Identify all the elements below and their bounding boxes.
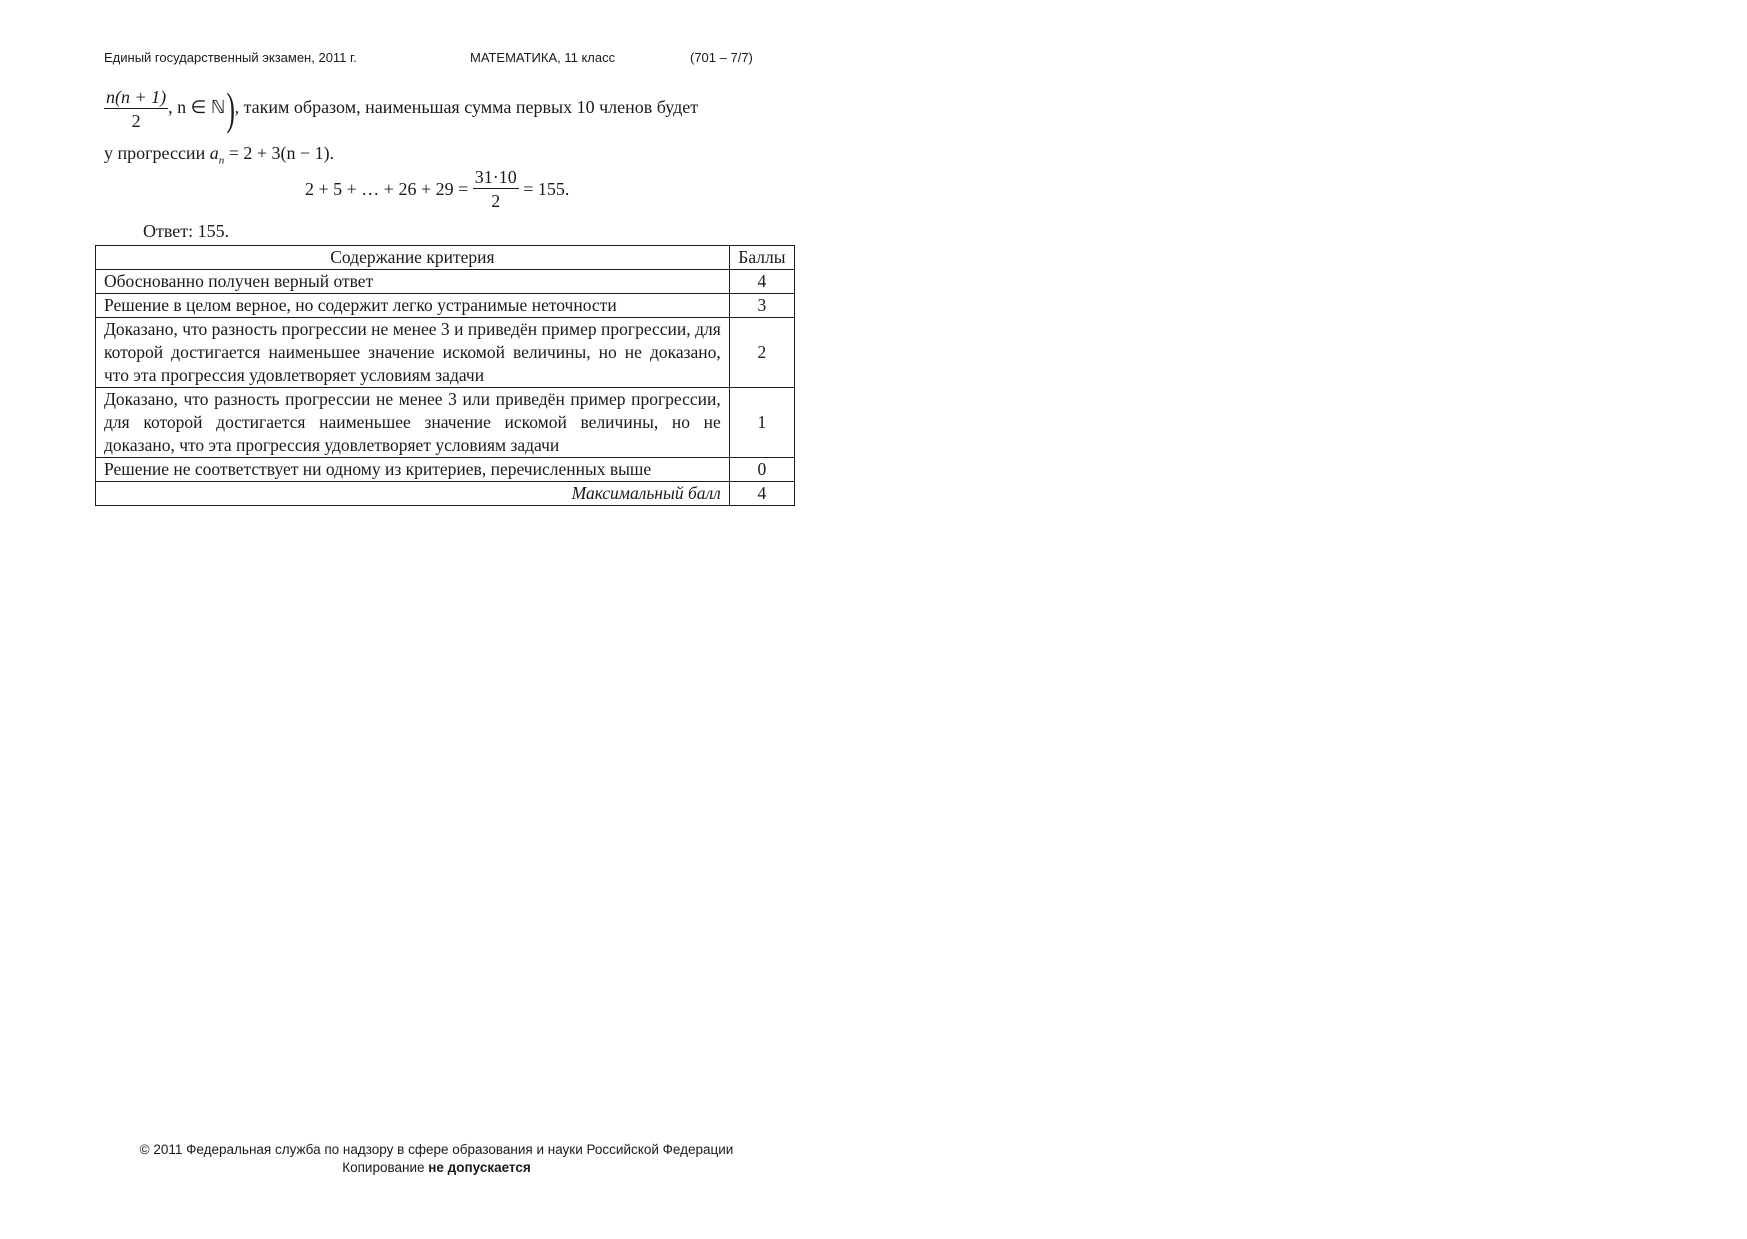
criterion-score: 1 xyxy=(729,388,794,458)
footer-copy-prefix: Копирование xyxy=(342,1160,429,1175)
footer-copyright: © 2011 Федеральная служба по надзору в сфере образования и науки Российской Федерации xyxy=(139,1142,734,1157)
sum-formula xyxy=(305,168,569,210)
answer: Ответ: 155. xyxy=(143,221,230,241)
table-row xyxy=(96,458,795,482)
criterion-text: Доказано, что разность прогрессии не менее 3 или приведён пример прогрессии, для которой достигается наименьшее значение искомой величины, но не доказано, что эта прогрессия удовлетворяет условиям задачи xyxy=(96,388,730,458)
page-footer xyxy=(0,1141,873,1177)
criterion-text: Решение не соответствует ни одному из критериев, перечисленных выше xyxy=(96,458,730,482)
solution-line-2 xyxy=(104,144,334,167)
sum-fraction xyxy=(473,168,519,210)
max-score-row xyxy=(96,482,795,506)
criterion-score: 3 xyxy=(729,294,794,318)
criteria-header-row xyxy=(96,246,795,270)
criteria-table xyxy=(95,245,795,506)
running-header xyxy=(0,0,1,1)
max-score-value: 4 xyxy=(729,482,794,506)
sum-fraction-numerator: 31·10 xyxy=(474,167,517,187)
max-score-label: Максимальный балл xyxy=(96,482,730,506)
solution-line-1 xyxy=(104,83,699,134)
header-variant: (701 – 7/7) xyxy=(690,50,753,65)
footer-copy-bold: не допускается xyxy=(428,1160,531,1175)
table-row xyxy=(96,318,795,388)
natural-condition: , n ∈ ℕ xyxy=(168,97,226,118)
table-row xyxy=(96,270,795,294)
solution-line-2-prefix: у прогрессии xyxy=(104,143,210,163)
fraction-numerator: n(n + 1) xyxy=(106,87,167,107)
fraction-n-n-plus-1-over-2 xyxy=(104,88,168,130)
criterion-score: 4 xyxy=(729,270,794,294)
sum-lhs: 2 + 5 + … + 26 + 29 = xyxy=(305,179,469,199)
criterion-text: Доказано, что разность прогрессии не менее 3 и приведён пример прогрессии, для которой достигается наименьшее значение искомой величины, но не доказано, что эта прогрессия удовлетворяет условиям задачи xyxy=(96,318,730,388)
solution-line-1-text: , таким образом, наименьшая сумма первых 10 членов будет xyxy=(234,97,699,118)
criterion-score: 2 xyxy=(729,318,794,388)
table-row xyxy=(96,388,795,458)
progression-term-a: $a_n$ xyxy=(209,143,225,167)
progression-formula: = 2 + 3(n − 1). xyxy=(228,143,335,163)
footer-copy-notice xyxy=(0,1159,873,1177)
criteria-column-header: Содержание критерия xyxy=(96,246,730,270)
header-subject: МАТЕМАТИКА, 11 класс xyxy=(470,50,616,65)
sum-fraction-denominator: 2 xyxy=(491,191,501,211)
fraction-denominator: 2 xyxy=(131,111,141,131)
sum-rhs: = 155. xyxy=(523,179,570,199)
criterion-score: 0 xyxy=(729,458,794,482)
table-row xyxy=(96,294,795,318)
score-column-header: Баллы xyxy=(729,246,794,270)
right-paren-icon: ) xyxy=(226,83,236,134)
criterion-text: Обоснованно получен верный ответ xyxy=(96,270,730,294)
header-exam: Единый государственный экзамен, 2011 г. xyxy=(104,50,357,65)
criterion-text: Решение в целом верное, но содержит легко устранимые неточности xyxy=(96,294,730,318)
